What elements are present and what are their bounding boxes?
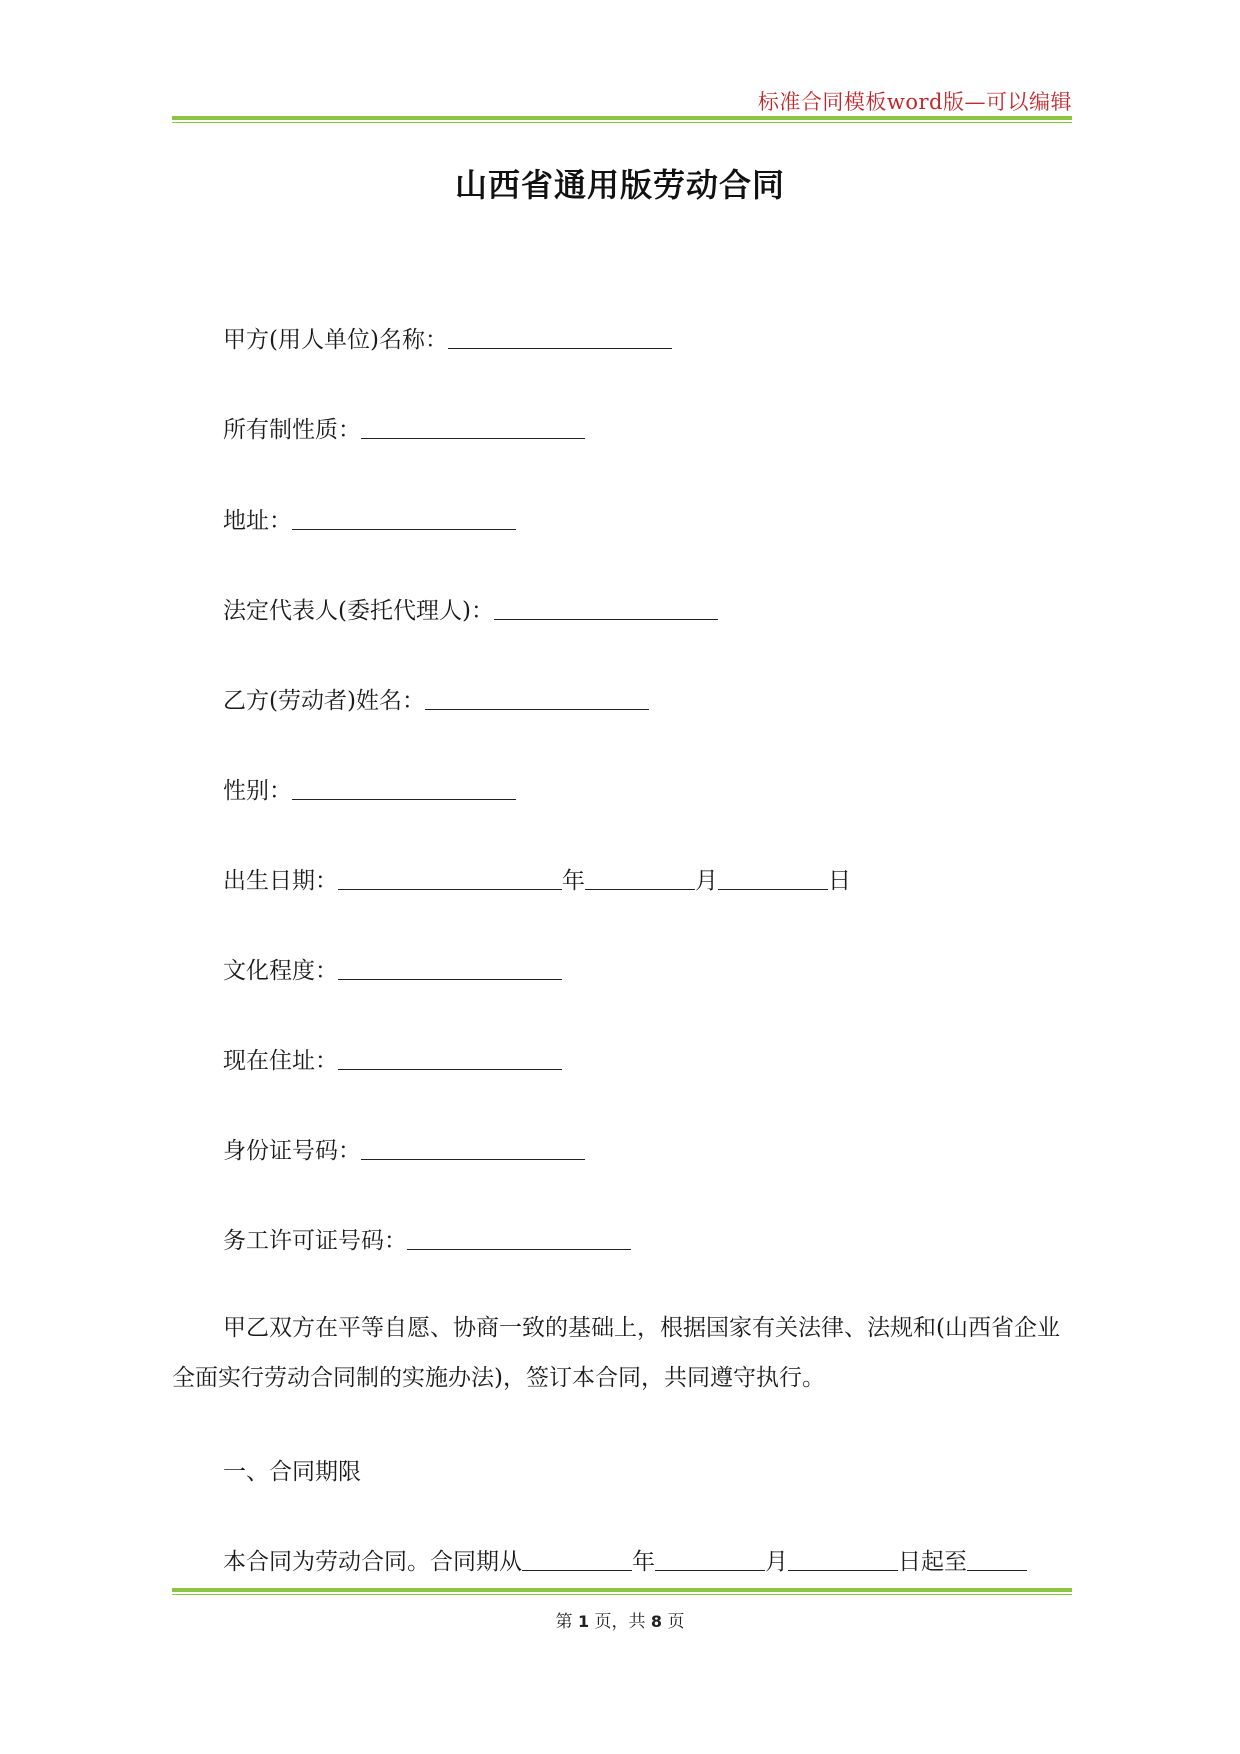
document-title: 山西省通用版劳动合同 (454, 166, 785, 204)
field-label: 法定代表人(委托代理人)： (223, 598, 494, 624)
footer-middle: 页，共 (594, 1612, 646, 1632)
year-unit: 年 (562, 868, 585, 894)
field-work-permit-number (223, 1226, 631, 1256)
fill-blank[interactable] (361, 416, 585, 439)
term-suffix: 日起至 (898, 1549, 967, 1575)
fill-blank[interactable] (407, 1227, 631, 1250)
field-label: 所有制性质： (223, 417, 361, 443)
month-unit: 月 (695, 868, 718, 894)
month-unit: 月 (765, 1549, 788, 1575)
field-address (223, 506, 516, 536)
footer-prefix: 第 (555, 1612, 573, 1632)
fill-blank-day[interactable] (718, 867, 828, 890)
fill-blank-year[interactable] (338, 867, 562, 890)
fill-blank[interactable] (292, 777, 516, 800)
field-label: 乙方(劳动者)姓名： (223, 688, 425, 714)
field-ownership (223, 415, 585, 445)
header-text: 标准合同模板word版—可以编辑 (757, 90, 1072, 114)
field-label: 甲方(用人单位)名称： (223, 327, 448, 353)
fill-blank[interactable] (361, 1137, 585, 1160)
field-current-address (223, 1046, 562, 1076)
fill-blank[interactable] (448, 326, 672, 349)
field-label: 地址： (223, 508, 292, 534)
fill-blank[interactable] (494, 597, 718, 620)
field-education (223, 956, 562, 986)
field-label: 文化程度： (223, 958, 338, 984)
field-gender (223, 776, 516, 806)
field-label: 务工许可证号码： (223, 1228, 407, 1254)
page-footer (0, 1607, 1240, 1632)
field-id-number (223, 1136, 585, 1166)
term-line (223, 1547, 1027, 1577)
section-heading-term: 一、合同期限 (223, 1459, 361, 1485)
field-legal-representative (223, 596, 718, 626)
field-employee-name (223, 686, 649, 716)
field-label: 现在住址： (223, 1048, 338, 1074)
fill-blank-end[interactable] (967, 1548, 1027, 1571)
field-birth-date (223, 866, 851, 896)
day-unit: 日 (828, 868, 851, 894)
page-number: 1 (577, 1612, 590, 1631)
fill-blank-year[interactable] (522, 1548, 632, 1571)
field-label: 出生日期： (223, 868, 338, 894)
footer-rule (172, 1588, 1072, 1595)
fill-blank[interactable] (425, 687, 649, 710)
field-label: 身份证号码： (223, 1138, 361, 1164)
page-total: 8 (650, 1612, 663, 1631)
header-rule (172, 116, 1072, 123)
fill-blank[interactable] (338, 1047, 562, 1070)
field-employer-name (223, 325, 672, 355)
year-unit: 年 (632, 1549, 655, 1575)
fill-blank[interactable] (338, 957, 562, 980)
fill-blank-month[interactable] (585, 867, 695, 890)
preamble-paragraph: 甲乙双方在平等自愿、协商一致的基础上，根据国家有关法律、法规和(山西省企业全面实行劳动合同制的实施办法)，签订本合同，共同遵守执行。 (172, 1315, 1060, 1391)
footer-suffix: 页 (667, 1612, 685, 1632)
fill-blank-day[interactable] (788, 1548, 898, 1571)
term-prefix: 本合同为劳动合同。合同期从 (223, 1549, 522, 1575)
fill-blank-month[interactable] (655, 1548, 765, 1571)
field-label: 性别： (223, 778, 292, 804)
fill-blank[interactable] (292, 507, 516, 530)
